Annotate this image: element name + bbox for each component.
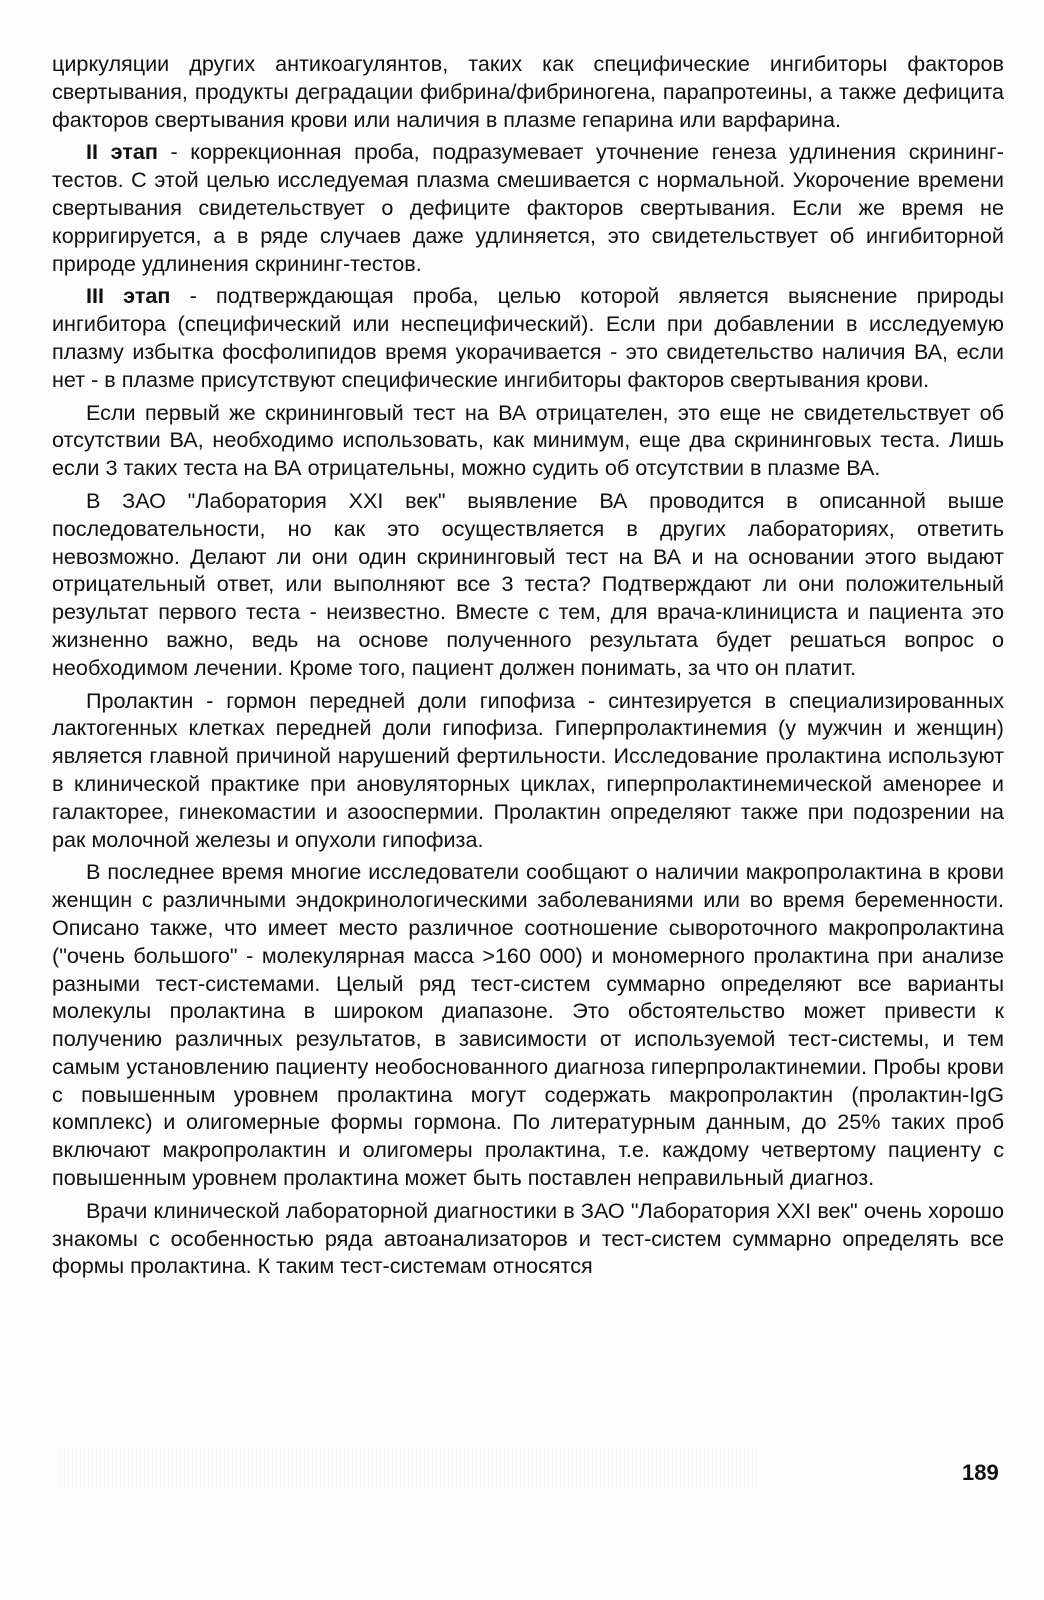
paragraph-stage-3	[52, 282, 1004, 393]
paragraph-text: циркуляции других антикоагулянтов, таких как специфические ингибиторы факторов свертывания, продукты деградации фибрина/фибриногена, парапротеины, а также дефицита факторов свертывания крови или наличия в плазме гепарина или варфарина.	[52, 51, 1004, 132]
paragraph-prolactin	[52, 687, 1004, 854]
page-number: 189	[962, 1460, 999, 1485]
paragraph-macroprolactin	[52, 858, 1004, 1192]
scan-noise-band	[60, 1448, 760, 1488]
paragraph-continuation	[52, 50, 1004, 133]
body-text	[52, 50, 1004, 1285]
stage-3-label: III этап	[86, 283, 171, 309]
stage-2-label: II этап	[86, 139, 158, 165]
paragraph-text: - коррекционная проба, подразумевает уточнение генеза удлинения скрининг-тестов. С этой целью исследуемая плазма смешивается с нормальной. Укорочение времени свертывания свидетельствует о дефиците факторов свертывания. Если же время не корригируется, а в ряде случаев даже удлиняется, это свидетельствует об ингибиторной природе удлинения скрининг-тестов.	[52, 139, 1004, 276]
paragraph-stage-2	[52, 138, 1004, 277]
paragraph-text: В последнее время многие исследователи сообщают о наличии макропролактина в крови женщин с различными эндокринологическими заболеваниями или во время беременности. Описано также, что имеет место различное соотношение сывороточного макропролактина ("очень большого" - молекулярная масса >160 000) и мономерного пролактина при анализе разными тест-системами. Целый ряд тест-систем суммарно определяют все варианты молекулы пролактина в широком диапазоне. Это обстоятельство может привести к получению различных результатов, в зависимости от используемой тест-системы, и тем самым установлению пациенту необоснованного диагноза гиперпролактинемии. Пробы крови с повышенным уровнем пролактина могут содержать макропролактин (пролактин-IgG комплекс) и олигомерные формы гормона. По литературным данным, до 25% таких проб включают макропролактин и олигомеры пролактина, т.е. каждому четвертому пациенту с повышенным уровнем пролактина может быть поставлен неправильный диагноз.	[52, 859, 1004, 1191]
paragraph-text: В ЗАО "Лаборатория XXI век" выявление ВА проводится в описанной выше последовательности, но как это осуществляется в других лабораториях, ответить невозможно. Делают ли они один скрининговый тест на ВА и на основании этого выдают отрицательный ответ, или выполняют все 3 теста? Подтверждают ли они положительный результат первого теста - неизвестно. Вместе с тем, для врача-клинициста и пациента это жизненно важно, ведь на основе полученного результата будет решаться вопрос о необходимом лечении. Кроме того, пациент должен понимать, за что он платит.	[52, 487, 1004, 680]
paragraph-text: - подтверждающая проба, целью которой является выяснение природы ингибитора (специфический или неспецифический). Если при добавлении в исследуемую плазму избытка фосфолипидов время укорачивается - это свидетельство наличия ВА, если нет - в плазме присутствуют специфические ингибиторы факторов свертывания крови.	[52, 283, 1005, 392]
paragraph-text: Пролактин - гормон передней доли гипофиза - синтезируется в специализированных лактогенных клетках передней доли гипофиза. Гиперпролактинемия (у мужчин и женщин) является главной причиной нарушений фертильности. Исследование пролактина используют в клинической практике при ановуляторных циклах, гиперпролактинемической аменорее и галакторее, гинекомастии и азооспермии. Пролактин определяют также при подозрении на рак молочной железы и опухоли гипофиза.	[52, 687, 1004, 852]
paragraph-screening	[52, 399, 1004, 482]
paragraph-text: Если первый же скрининговый тест на ВА отрицателен, это еще не свидетельствует об отсутствии ВА, необходимо использовать, как минимум, еще два скрининговых теста. Лишь если 3 таких теста на ВА отрицательны, можно судить об отсутствии в плазме ВА.	[52, 399, 1004, 481]
paragraph-doctors	[52, 1197, 1004, 1280]
paragraph-laboratory	[52, 487, 1004, 682]
paragraph-text: Врачи клинической лабораторной диагностики в ЗАО "Лаборатория XXI век" очень хорошо знакомы с особенностью ряда автоанализаторов и тест-систем суммарно определять все формы пролактина. К таким тест-системам относятся	[52, 1197, 1004, 1279]
